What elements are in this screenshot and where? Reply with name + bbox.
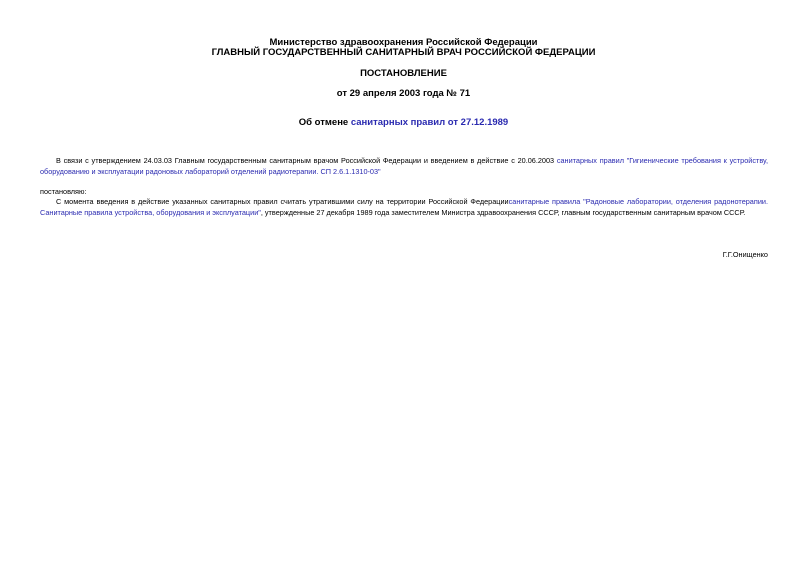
paragraph-resolution-text-a: С момента введения в действие указанных санитарных правил считать утратившими силу на территории Российской Федерации (56, 197, 509, 206)
document-type-title: ПОСТАНОВЛЕНИЕ (360, 68, 447, 79)
cancelled-rules-link[interactable]: санитарные правила "Радоновые лаборатории, отделения радонотерапии. Санитарные правила устройства, оборудования и эксплуатации" (40, 197, 768, 217)
paragraph-resolution-text-b: , утвержденные 27 декабря 1989 года заместителем Министра здравоохранения СССР, главным государственным санитарным врачом СССР. (260, 207, 746, 217)
paragraph-basis-text: В связи с утверждением 24.03.03 Главным государственным санитарным врачом Российской Федерации и введением в действие с 20.06.2003 (56, 156, 557, 165)
paragraph-resolution (40, 197, 768, 218)
document-date: от 29 апреля 2003 года № 71 (336, 88, 471, 99)
document-subject (0, 117, 807, 128)
paragraph-basis (40, 156, 768, 177)
ministry-heading: Министерство здравоохранения Российской Федерации (269, 37, 538, 48)
chief-doctor-heading: ГЛАВНЫЙ ГОСУДАРСТВЕННЫЙ САНИТАРНЫЙ ВРАЧ РОССИЙСКОЙ ФЕДЕРАЦИИ (211, 47, 596, 58)
signature-name: Г.Г.Онищенко (722, 250, 768, 259)
resolves-label: постановляю: (40, 187, 87, 196)
subject-rules-link[interactable]: санитарных правил от 27.12.1989 (350, 117, 509, 128)
subject-prefix: Об отмене (298, 117, 351, 128)
sanitary-rules-link[interactable]: санитарных правил "Гигиенические требования к устройству, оборудованию и эксплуатации радоновых лабораторий отделений радиотерапии. СП 2.6.1.1310-03" (40, 156, 768, 176)
